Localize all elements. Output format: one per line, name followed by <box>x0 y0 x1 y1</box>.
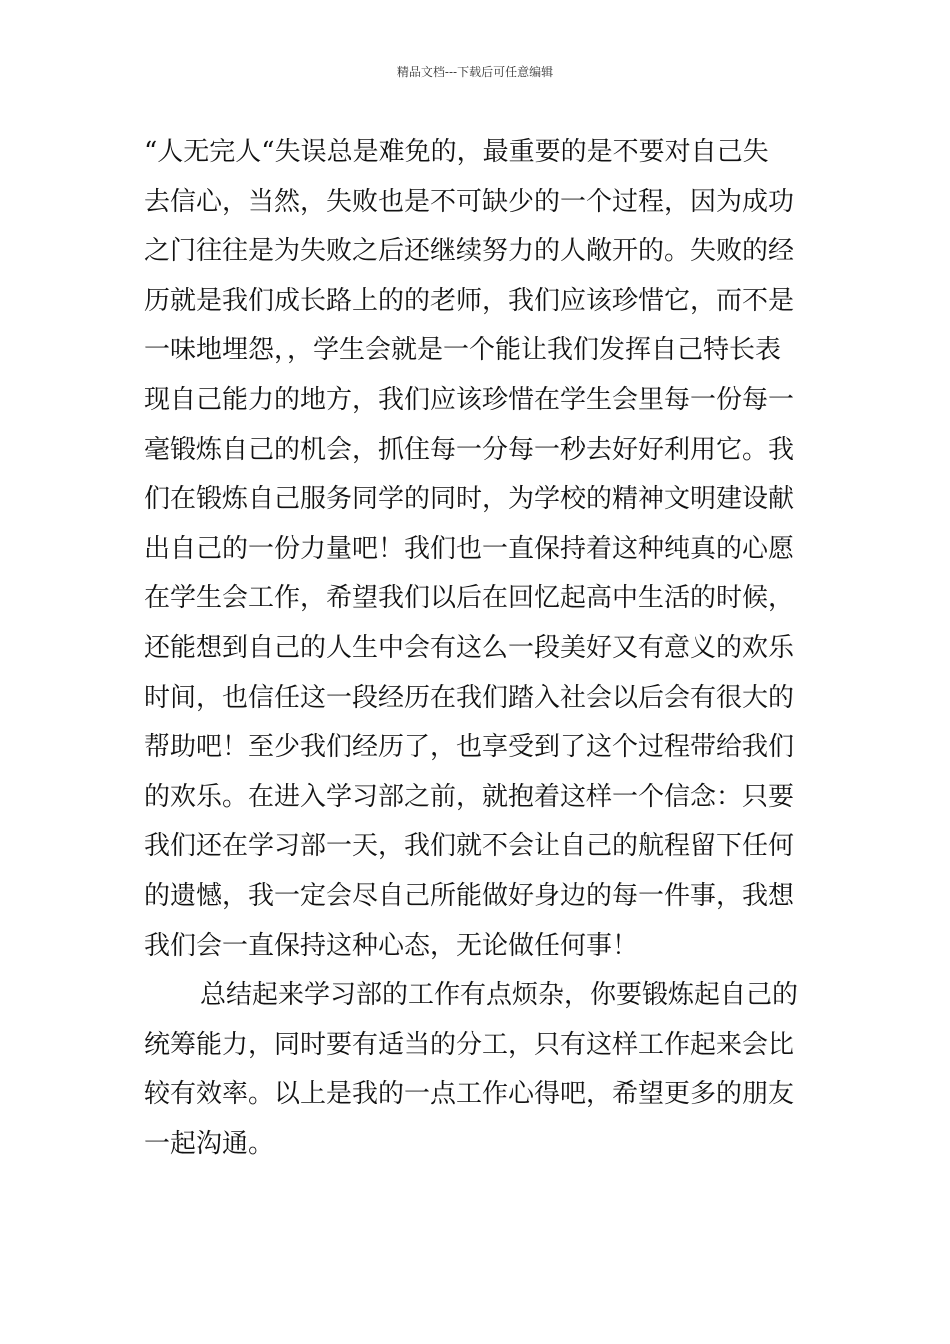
text-line: 之门往往是为失败之后还继续努力的人敞开的。失败的经 <box>144 236 795 267</box>
text-line: 还能想到自己的人生中会有这么一段美好又有意义的欢乐 <box>144 632 795 663</box>
text-line: 去信心，当然，失败也是不可缺少的一个过程，因为成功 <box>144 186 795 217</box>
page-header: 精品文档---下载后可任意编辑 <box>396 65 554 79</box>
text-line: 出自己的一份力量吧！我们也一直保持着这种纯真的心愿 <box>144 533 795 564</box>
text-line: 帮助吧！至少我们经历了，也享受到了这个过程带给我们 <box>144 732 795 763</box>
document-body <box>144 128 806 1169</box>
text-line: 的遗憾，我一定会尽自己所能做好身边的每一件事，我想 <box>144 880 795 911</box>
text-line: 的欢乐。在进入学习部之前，就抱着这样一个信念：只要 <box>144 781 795 812</box>
text-line: 我们还在学习部一天，我们就不会让自己的航程留下任何 <box>144 831 795 862</box>
paragraph-1 <box>144 128 806 971</box>
text-line: 现自己能力的地方，我们应该珍惜在学生会里每一份每一 <box>144 384 795 415</box>
text-line: 我们会一直保持这种心态，无论做任何事！ <box>144 930 639 961</box>
text-line: 一味地埋怨，，学生会就是一个能让我们发挥自己特长表 <box>144 335 782 366</box>
text-line: 们在锻炼自己服务同学的同时，为学校的精神文明建设献 <box>144 484 795 515</box>
text-line: 较有效率。以上是我的一点工作心得吧，希望更多的朋友 <box>144 1079 795 1110</box>
text-line: 一起沟通。 <box>144 1128 275 1159</box>
paragraph-2 <box>144 971 806 1169</box>
text-line: 毫锻炼自己的机会，抓住每一分每一秒去好好利用它。我 <box>144 434 795 465</box>
text-line: 时间，也信任这一段经历在我们踏入社会以后会有很大的 <box>144 682 795 713</box>
text-line: 历就是我们成长路上的的老师，我们应该珍惜它，而不是 <box>144 285 795 316</box>
text-line: “人无完人“失误总是难免的，最重要的是不要对自己失 <box>144 137 769 167</box>
text-line: 统筹能力，同时要有适当的分工，只有这样工作起来会比 <box>144 1029 795 1060</box>
text-line: 在学生会工作，希望我们以后在回忆起高中生活的时候， <box>144 583 795 614</box>
text-line: 总结起来学习部的工作有点烦杂，你要锻炼起自己的 <box>200 980 799 1011</box>
